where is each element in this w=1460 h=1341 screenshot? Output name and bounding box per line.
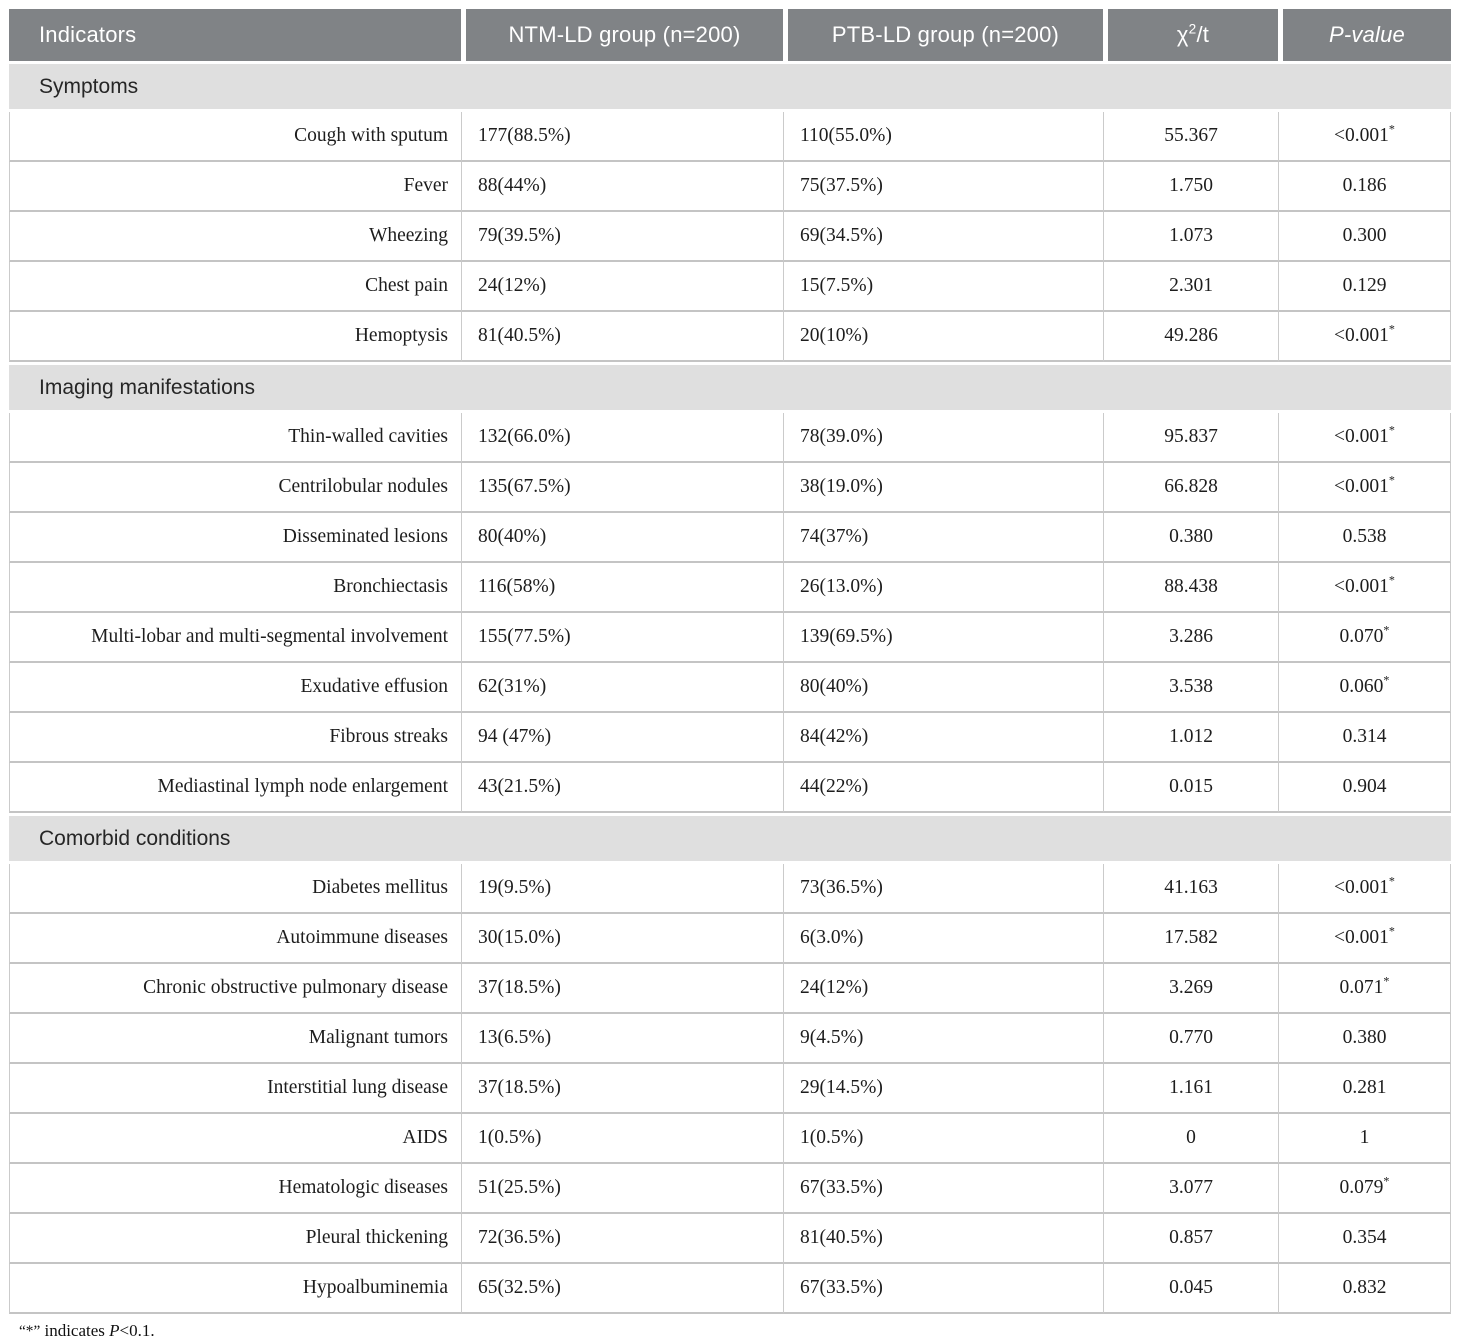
table-row (9, 914, 1451, 964)
section-title: Symptoms (9, 61, 1451, 112)
ntm-value-cell: 1(0.5%) (461, 1114, 783, 1164)
p-value-cell: 0.538 (1278, 513, 1451, 563)
table-row (9, 1014, 1451, 1064)
chi-value-cell: 66.828 (1103, 463, 1278, 513)
footnote-threshold: <0.1. (119, 1321, 155, 1340)
section-row (9, 362, 1451, 413)
indicator-cell: Hemoptysis (9, 312, 461, 362)
chi-value-cell: 3.286 (1103, 613, 1278, 663)
header-row (9, 9, 1451, 61)
ptb-value-cell: 84(42%) (783, 713, 1103, 763)
col-header-indicators: Indicators (9, 9, 461, 61)
table-row (9, 663, 1451, 713)
footnote-indicates-text: indicates (40, 1321, 110, 1340)
indicator-cell: Malignant tumors (9, 1014, 461, 1064)
chi-value-cell: 95.837 (1103, 413, 1278, 463)
chi-value-cell: 1.750 (1103, 162, 1278, 212)
p-value-cell: 0.380 (1278, 1014, 1451, 1064)
ptb-value-cell: 67(33.5%) (783, 1264, 1103, 1314)
p-value-cell: 0.070* (1278, 613, 1451, 663)
significance-star: * (1383, 673, 1390, 688)
ntm-value-cell: 37(18.5%) (461, 1064, 783, 1114)
col-header-chi-squared-t (1103, 9, 1278, 61)
ntm-value-cell: 72(36.5%) (461, 1214, 783, 1264)
ptb-value-cell: 78(39.0%) (783, 413, 1103, 463)
table-body (9, 61, 1451, 1314)
ntm-value-cell: 116(58%) (461, 563, 783, 613)
ptb-value-cell: 20(10%) (783, 312, 1103, 362)
indicator-cell: Centrilobular nodules (9, 463, 461, 513)
table-row (9, 513, 1451, 563)
table-row (9, 1114, 1451, 1164)
p-value-cell: <0.001* (1278, 413, 1451, 463)
ptb-value-cell: 74(37%) (783, 513, 1103, 563)
p-value-cell: 1 (1278, 1114, 1451, 1164)
table-row (9, 763, 1451, 813)
p-value-cell: 0.904 (1278, 763, 1451, 813)
section-title: Imaging manifestations (9, 362, 1451, 413)
ptb-value-cell: 139(69.5%) (783, 613, 1103, 663)
chi-symbol: χ (1176, 22, 1189, 47)
chi-value-cell: 88.438 (1103, 563, 1278, 613)
chi-value-cell: 1.012 (1103, 713, 1278, 763)
significance-star: * (1388, 322, 1395, 337)
indicator-cell: Chest pain (9, 262, 461, 312)
significance-star: * (1383, 974, 1390, 989)
chi-value-cell: 0.770 (1103, 1014, 1278, 1064)
p-value-cell: 0.129 (1278, 262, 1451, 312)
p-value-cell: 0.832 (1278, 1264, 1451, 1314)
footnote (9, 1314, 1451, 1341)
chi-superscript: 2 (1188, 21, 1197, 37)
indicator-cell: Diabetes mellitus (9, 864, 461, 914)
significance-star: * (1383, 623, 1390, 638)
table-row (9, 162, 1451, 212)
comparison-table (9, 9, 1451, 1314)
chi-value-cell: 3.538 (1103, 663, 1278, 713)
indicator-cell: Pleural thickening (9, 1214, 461, 1264)
table-row (9, 964, 1451, 1014)
indicator-cell: Multi-lobar and multi-segmental involvement (9, 613, 461, 663)
chi-value-cell: 0.857 (1103, 1214, 1278, 1264)
indicator-cell: Exudative effusion (9, 663, 461, 713)
chi-value-cell: 41.163 (1103, 864, 1278, 914)
ntm-value-cell: 24(12%) (461, 262, 783, 312)
chi-value-cell: 0.045 (1103, 1264, 1278, 1314)
ntm-value-cell: 88(44%) (461, 162, 783, 212)
ptb-value-cell: 69(34.5%) (783, 212, 1103, 262)
indicator-cell: Hematologic diseases (9, 1164, 461, 1214)
table-row (9, 112, 1451, 162)
footnote-star-quoted: “*” (19, 1323, 41, 1340)
ntm-value-cell: 155(77.5%) (461, 613, 783, 663)
ntm-value-cell: 135(67.5%) (461, 463, 783, 513)
footnote-p-symbol: P (109, 1321, 120, 1340)
ptb-value-cell: 38(19.0%) (783, 463, 1103, 513)
ntm-value-cell: 94 (47%) (461, 713, 783, 763)
ptb-value-cell: 24(12%) (783, 964, 1103, 1014)
ptb-value-cell: 29(14.5%) (783, 1064, 1103, 1114)
ntm-value-cell: 177(88.5%) (461, 112, 783, 162)
ntm-value-cell: 62(31%) (461, 663, 783, 713)
ntm-value-cell: 81(40.5%) (461, 312, 783, 362)
ptb-value-cell: 67(33.5%) (783, 1164, 1103, 1214)
significance-star: * (1388, 874, 1395, 889)
indicator-cell: Disseminated lesions (9, 513, 461, 563)
p-value-cell: 0.281 (1278, 1064, 1451, 1114)
chi-slash-t: /t (1196, 22, 1210, 47)
ntm-value-cell: 132(66.0%) (461, 413, 783, 463)
ntm-value-cell: 19(9.5%) (461, 864, 783, 914)
ptb-value-cell: 73(36.5%) (783, 864, 1103, 914)
ntm-value-cell: 30(15.0%) (461, 914, 783, 964)
indicator-cell: Interstitial lung disease (9, 1064, 461, 1114)
ptb-value-cell: 110(55.0%) (783, 112, 1103, 162)
chi-value-cell: 0.015 (1103, 763, 1278, 813)
ntm-value-cell: 43(21.5%) (461, 763, 783, 813)
p-value-cell: 0.071* (1278, 964, 1451, 1014)
chi-value-cell: 1.073 (1103, 212, 1278, 262)
chi-value-cell: 49.286 (1103, 312, 1278, 362)
p-value-cell: 0.300 (1278, 212, 1451, 262)
indicator-cell: Thin-walled cavities (9, 413, 461, 463)
significance-star: * (1388, 573, 1395, 588)
table-row (9, 212, 1451, 262)
table-row (9, 262, 1451, 312)
chi-value-cell: 17.582 (1103, 914, 1278, 964)
p-value-cell: 0.079* (1278, 1164, 1451, 1214)
p-value-cell: <0.001* (1278, 914, 1451, 964)
p-value-cell: 0.354 (1278, 1214, 1451, 1264)
table-row (9, 713, 1451, 763)
p-value-cell: <0.001* (1278, 563, 1451, 613)
significance-star: * (1388, 924, 1395, 939)
col-header-p-value: P-value (1278, 9, 1451, 61)
ptb-value-cell: 1(0.5%) (783, 1114, 1103, 1164)
indicator-cell: AIDS (9, 1114, 461, 1164)
table-row (9, 1064, 1451, 1114)
section-row (9, 61, 1451, 112)
ntm-value-cell: 65(32.5%) (461, 1264, 783, 1314)
p-value-cell: <0.001* (1278, 312, 1451, 362)
p-value-cell: 0.186 (1278, 162, 1451, 212)
chi-value-cell: 3.269 (1103, 964, 1278, 1014)
ntm-value-cell: 79(39.5%) (461, 212, 783, 262)
table-row (9, 1164, 1451, 1214)
ptb-value-cell: 81(40.5%) (783, 1214, 1103, 1264)
indicator-cell: Fever (9, 162, 461, 212)
ptb-value-cell: 44(22%) (783, 763, 1103, 813)
indicator-cell: Autoimmune diseases (9, 914, 461, 964)
significance-star: * (1383, 1174, 1390, 1189)
indicator-cell: Chronic obstructive pulmonary disease (9, 964, 461, 1014)
p-value-cell: <0.001* (1278, 463, 1451, 513)
section-row (9, 813, 1451, 864)
ptb-value-cell: 15(7.5%) (783, 262, 1103, 312)
table-row (9, 1264, 1451, 1314)
ptb-value-cell: 9(4.5%) (783, 1014, 1103, 1064)
indicator-cell: Mediastinal lymph node enlargement (9, 763, 461, 813)
ntm-value-cell: 80(40%) (461, 513, 783, 563)
ptb-value-cell: 80(40%) (783, 663, 1103, 713)
chi-value-cell: 0 (1103, 1114, 1278, 1164)
col-header-ntm-group: NTM-LD group (n=200) (461, 9, 783, 61)
indicator-cell: Bronchiectasis (9, 563, 461, 613)
p-value-cell: <0.001* (1278, 112, 1451, 162)
indicator-cell: Cough with sputum (9, 112, 461, 162)
chi-value-cell: 2.301 (1103, 262, 1278, 312)
table-row (9, 463, 1451, 513)
chi-value-cell: 3.077 (1103, 1164, 1278, 1214)
chi-value-cell: 1.161 (1103, 1064, 1278, 1114)
table-row (9, 413, 1451, 463)
table-row (9, 1214, 1451, 1264)
ptb-value-cell: 75(37.5%) (783, 162, 1103, 212)
significance-star: * (1388, 473, 1395, 488)
p-value-cell: <0.001* (1278, 864, 1451, 914)
ntm-value-cell: 37(18.5%) (461, 964, 783, 1014)
table-row (9, 312, 1451, 362)
p-value-cell: 0.060* (1278, 663, 1451, 713)
chi-value-cell: 0.380 (1103, 513, 1278, 563)
section-title: Comorbid conditions (9, 813, 1451, 864)
p-value-cell: 0.314 (1278, 713, 1451, 763)
chi-value-cell: 55.367 (1103, 112, 1278, 162)
table-row (9, 563, 1451, 613)
significance-star: * (1388, 122, 1395, 137)
col-header-ptb-group: PTB-LD group (n=200) (783, 9, 1103, 61)
ptb-value-cell: 6(3.0%) (783, 914, 1103, 964)
indicator-cell: Fibrous streaks (9, 713, 461, 763)
indicator-cell: Hypoalbuminemia (9, 1264, 461, 1314)
indicator-cell: Wheezing (9, 212, 461, 262)
table-row (9, 613, 1451, 663)
significance-star: * (1388, 423, 1395, 438)
table-row (9, 864, 1451, 914)
ntm-value-cell: 51(25.5%) (461, 1164, 783, 1214)
ntm-value-cell: 13(6.5%) (461, 1014, 783, 1064)
ptb-value-cell: 26(13.0%) (783, 563, 1103, 613)
